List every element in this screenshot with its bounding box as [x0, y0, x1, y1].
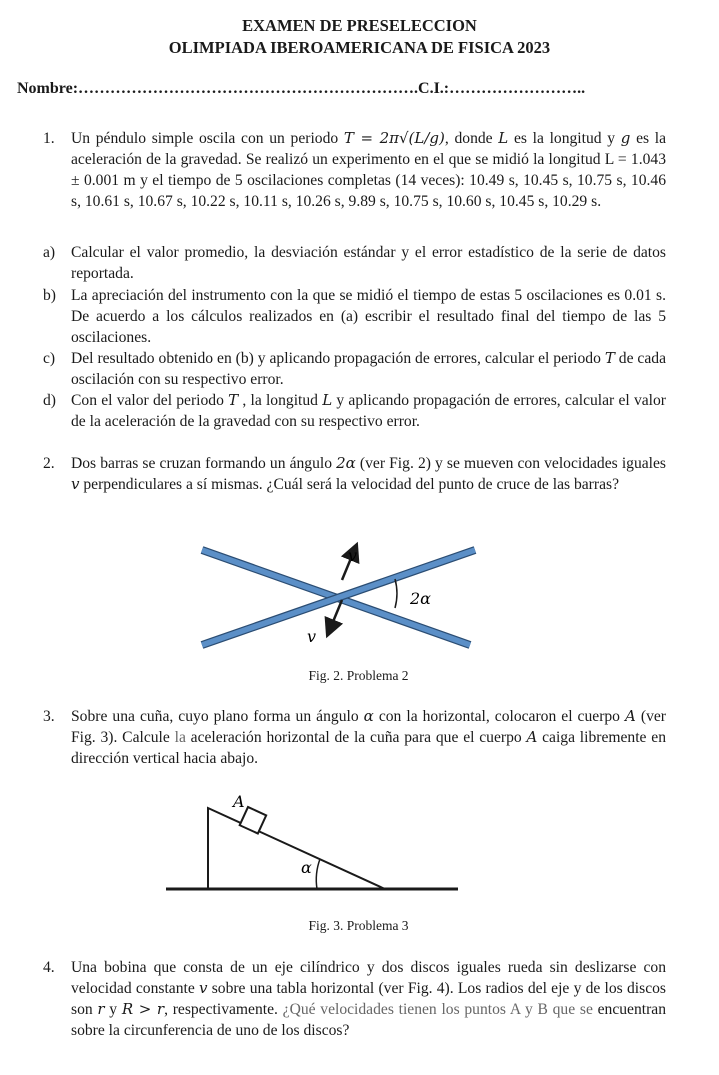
problem-4: 4. Una bobina que consta de un eje cilíndrico y dos discos iguales rueda sin deslizarse con velocidad constante v sobre una tabla horizontal (ver Fig. 4). Los radios del eje y de los discos son r y R > r, respectivamente. ¿Qué velocidades tienen los puntos A y B que se encuentran sobre la circunferencia de uno de los discos?	[43, 959, 667, 1039]
problem-2: 2. Dos barras se cruzan formando un ángulo 2α (ver Fig. 2) y se mueven con velocidades iguales v perpendiculares a sí mismas. ¿Cuál será la velocidad del punto de cruce de las barras?	[43, 454, 666, 493]
problem-number: 1.	[43, 130, 55, 147]
label-v-top: v	[348, 546, 358, 565]
figure-2-caption: Fig. 2. Problema 2	[308, 668, 409, 683]
name-field-line: Nombre:……………………………………………………….C.I.:……………………..	[17, 80, 586, 97]
problem-number: 2.	[43, 455, 55, 472]
problem-1b: b) La apreciación del instrumento con la que se midió el tiempo de estas 5 oscilaciones es 0.01 s. De acuerdo a los cálculos realizados en (a) escribir el resultado final del tiempo de las 5 oscilaciones.	[43, 287, 666, 346]
label-v-bottom: v	[307, 627, 317, 646]
figure-3-caption: Fig. 3. Problema 3	[308, 918, 409, 933]
problem-number: 3.	[43, 708, 55, 725]
exam-title: EXAMEN DE PRESELECCION	[242, 16, 477, 35]
figure-2-crossing-bars	[190, 540, 490, 660]
label-2alpha: 2α	[410, 589, 431, 608]
problem-3: 3. Sobre una cuña, cuyo plano forma un ángulo α con la horizontal, colocaron el cuerpo A (ver Fig. 3). Calcule la aceleración horizontal de la cuña para que el cuerpo A caiga libremente en dirección vertical hacia abajo.	[43, 707, 666, 767]
velocity-arrow-down	[330, 600, 342, 629]
label-A: A	[233, 792, 245, 811]
problem-1: 1. Un péndulo simple oscila con un periodo T = 2π√(L/g), donde L es la longitud y g es la aceleración de la gravedad. Se realizó un experimento en el que se midió la longitud L = 1.043 ± 0.001 m y el tiempo de 5 oscilaciones completas (14 veces): 10.49 s, 10.45 s, 10.75 s, 10.46 s, 10.61 s, 10.67 s, 10.22 s, 10.11 s, 10.26 s, 9.89 s, 10.75 s, 10.60 s, 10.45 s, 10.29 s.	[43, 129, 667, 210]
problem-1d: d) Con el valor del periodo T , la longitud L y aplicando propagación de errores, calcular el valor de la aceleración de la gravedad con su respectivo error.	[43, 391, 666, 430]
period-formula: T = 2π√(L/g)	[343, 129, 445, 147]
problem-1a: a) Calcular el valor promedio, la desviación estándar y el error estadístico de la serie de datos reportada.	[43, 244, 666, 282]
alpha-arc	[316, 859, 320, 889]
label-alpha: α	[301, 858, 312, 877]
length-value: L = 1.043 ± 0.001 m	[71, 151, 666, 189]
figure-3-wedge	[160, 785, 465, 900]
problem-number: 4.	[43, 959, 55, 976]
angle-arc	[395, 579, 397, 608]
problem-1c: c) Del resultado obtenido en (b) y aplicando propagación de errores, calcular el periodo T de cada oscilación con su respectivo error.	[43, 349, 666, 388]
wedge	[208, 808, 385, 889]
exam-subtitle: OLIMPIADA IBEROAMERICANA DE FISICA 2023	[168, 38, 551, 57]
